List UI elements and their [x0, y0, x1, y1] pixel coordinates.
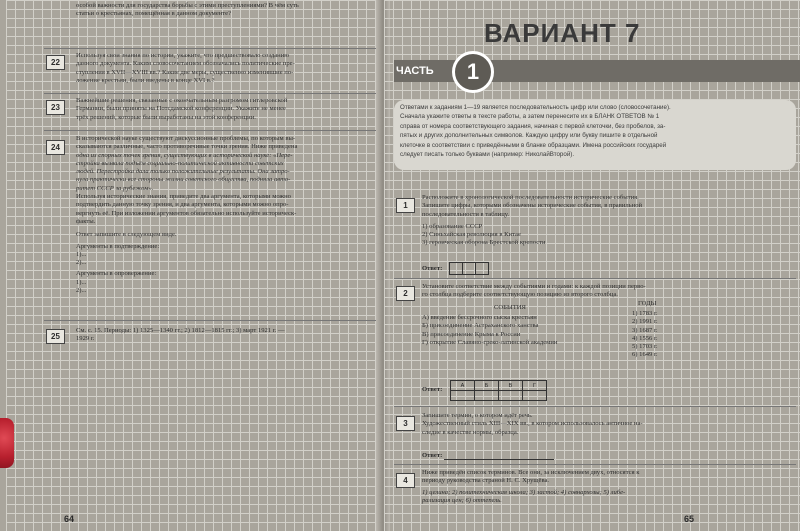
- text-line: вергнуть её. При изложении аргументов обязательно используйте историческ-: [76, 209, 297, 217]
- text-line: Используя свои знания по истории, укажите, что предшествовало созданию: [76, 52, 290, 59]
- text-line: статьи о крестьянах, помещённая в данном документе?: [76, 10, 232, 18]
- text-line: См. с. 15. Периоды: 1) 1325—1340 гг.; 2) 1812—1815 гг.; 3) март 1921 г. —: [76, 327, 285, 334]
- text-line: 2)...: [76, 259, 87, 267]
- text-line: Сначала укажите ответы в тексте работы, а затем перенесите их в БЛАНК ОТВЕТОВ № 1: [400, 113, 660, 121]
- page-number-right: 65: [684, 514, 695, 524]
- list-item: 1) образование СССР: [422, 222, 483, 230]
- thumb: [0, 418, 14, 468]
- text-line: 1) целина; 2) политехническая школа; 3) застой; 4) совнархозы; 5) либе-: [422, 488, 626, 496]
- years-list: [632, 310, 702, 360]
- answer-label: Ответ:: [422, 265, 443, 273]
- text-line: Используя исторические знания, приведите два аргумента, которыми можно: [76, 193, 291, 201]
- question-number-22: 22: [46, 55, 65, 70]
- text-line: го столбца подберите соответствующую позицию из второго столбца.: [422, 291, 618, 299]
- list-item: Б) присоединение Астраханского ханства: [422, 322, 539, 330]
- text-line: Важнейшие решения, связанные с окончательным разгромом гитлеровской: [76, 97, 288, 104]
- question-22-text: [76, 52, 376, 85]
- list-item: 5) 1703 г.: [632, 343, 658, 351]
- part-number-circle: 1: [452, 51, 494, 93]
- page-number-left: 64: [64, 514, 75, 524]
- text-line: клеточке в соответствии с приведёнными в бланке образцами. Имена российских государей: [400, 141, 667, 149]
- events-header: СОБЫТИЯ: [494, 304, 526, 311]
- answer-cell[interactable]: [475, 391, 499, 401]
- question-3-text: [422, 412, 796, 437]
- text-line: Ответами к заданиям 1—19 является последовательность цифр или слово (словосочетание).: [400, 104, 671, 111]
- question-23-text: [76, 97, 376, 122]
- question-number-25: 25: [46, 329, 65, 344]
- divider: [44, 48, 376, 49]
- list-item: Г) открытие Славяно-греко-латинской академии: [422, 338, 558, 346]
- text-line: следие в качестве нормы, образца.: [422, 428, 519, 436]
- question-25-text: [76, 327, 376, 344]
- text-line: одна из спорных точек зрения, существующих в исторической науке: «Пере-: [76, 151, 293, 159]
- table-header: Г: [523, 381, 547, 391]
- question-4-text: [422, 469, 796, 505]
- text-line: ступления в XVII—XVIII вв.? Какие две меры, существенно изменившие по-: [76, 68, 294, 76]
- text-line: Германии, были приняты на Потсдамской конференции. Укажите не менее: [76, 105, 286, 113]
- divider: [44, 320, 376, 321]
- text-line: трёх решений, которые были выработаны на этой конференции.: [76, 113, 256, 121]
- text-line: Художественный стиль XIII—XIX вв., в котором использовалось античное на-: [422, 420, 643, 428]
- text-line: подтвердить данную точку зрения, и два аргумента, которыми можно опро-: [76, 201, 289, 209]
- text-line: особой важности для государства борьбы с этими преступлениями? В чём суть: [76, 2, 299, 9]
- answer-cell[interactable]: [449, 262, 463, 275]
- text-line: 1929 г.: [76, 335, 95, 343]
- list-item: В) присоединение Крыма к России: [422, 330, 521, 338]
- variant-title: ВАРИАНТ 7: [484, 18, 641, 48]
- answer-cell[interactable]: [451, 391, 475, 401]
- text-line: данного документа. Каким словосочетанием обозначались политические пре-: [76, 60, 295, 68]
- text-line: 1)...: [76, 250, 87, 258]
- question-number-4: 4: [396, 473, 415, 488]
- answer-cell[interactable]: [499, 391, 523, 401]
- text-line: последовательности в таблицу.: [422, 210, 510, 218]
- question-number-2: 2: [396, 286, 415, 301]
- text-line: рализация цен; 6) оттепель.: [422, 496, 502, 504]
- question-number-23: 23: [46, 100, 65, 115]
- text-line: Запишите цифры, которыми обозначены исторические события, в правильной: [422, 202, 643, 210]
- divider: [44, 130, 376, 131]
- right-page: [384, 0, 800, 531]
- question-2-text: [422, 283, 796, 300]
- divider: [394, 406, 796, 407]
- text-line: 2)...: [76, 287, 87, 295]
- answer-cell[interactable]: [523, 391, 547, 401]
- divider: [394, 464, 796, 465]
- text-line: следует писать только буквами (например: НиколайВторой).: [400, 151, 575, 159]
- text-line: Установите соответствие между событиями и годами: к каждой позиции перво-: [422, 283, 646, 290]
- question-1-text: [422, 194, 796, 248]
- table-header: Б: [475, 381, 499, 391]
- list-item: 2) Синьхайская революция в Китае: [422, 231, 521, 239]
- answer-line[interactable]: [444, 459, 554, 460]
- list-item: 4) 1556 г.: [632, 334, 658, 342]
- list-item: 3) героическая оборона Брестской крепости: [422, 239, 546, 247]
- text-line: людей. Перестройка дала только положительные результаты. Она затро-: [76, 168, 290, 176]
- text-line: 1)...: [76, 278, 87, 286]
- question-24-text: [76, 135, 378, 295]
- left-page: [6, 0, 382, 531]
- divider: [44, 93, 376, 94]
- table-header: В: [499, 381, 523, 391]
- list-item: А) введение бессрочного сыска крестьян: [422, 314, 537, 321]
- answer-cell[interactable]: [475, 262, 489, 275]
- list-item: 2) 1991 г.: [632, 318, 658, 326]
- text-line: пятых и других дополнительных символов. Каждую цифру или букву пишите в отдельной: [400, 132, 658, 140]
- table-row: [451, 381, 547, 391]
- text-line: ритет СССР за рубежом».: [76, 184, 154, 192]
- answer-table-2: [450, 380, 547, 401]
- question-number-3: 3: [396, 416, 415, 431]
- question-number-1: 1: [396, 198, 415, 213]
- answer-label-2: Ответ:: [422, 386, 443, 393]
- text-line: справа от номера соответствующего задания, начиная с первой клеточки, без пробелов, за-: [400, 122, 666, 130]
- text-line: сказываются различные, часто противоречивые точки зрения. Ниже приведена: [76, 143, 298, 151]
- text-line: В исторической науке существуют дискуссионные проблемы, по которым вы-: [76, 135, 296, 142]
- text-line: стройка вызвала подъём социально-политической активности советских: [76, 159, 284, 167]
- text-line: Аргументы в подтверждение:: [76, 242, 160, 250]
- events-list: [422, 314, 642, 347]
- divider: [394, 278, 796, 279]
- instructions-box: [394, 100, 796, 170]
- text-line: Ответ запишите в следующем виде.: [76, 231, 177, 239]
- text-line: нула практически все стороны жизни советского общества, подняла авто-: [76, 176, 291, 184]
- table-header: А: [451, 381, 475, 391]
- table-row: [451, 391, 547, 401]
- answer-label: Ответ:: [422, 452, 443, 459]
- text-line: Запишите термин, о котором идёт речь.: [422, 412, 533, 419]
- text-line: Аргументы в опровержение:: [76, 270, 157, 278]
- text-line: периоду руководства страной Н. С. Хрущёва.: [422, 477, 550, 485]
- text-line: Ниже приведён список терминов. Все они, за исключением двух, относятся к: [422, 469, 640, 476]
- part-label: ЧАСТЬ: [396, 65, 434, 77]
- text-line: ложение крестьян, были введены в конце XVI в.?: [76, 76, 215, 84]
- list-item: 3) 1687 г.: [632, 326, 658, 334]
- intro-text: [76, 2, 376, 19]
- text-line: Расположите в хронологической последовательности исторические события.: [422, 194, 639, 201]
- answer-row-3: [422, 452, 554, 460]
- text-line: факты.: [76, 217, 96, 225]
- list-item: 1) 1783 г.: [632, 310, 658, 317]
- answer-row-1: [422, 262, 489, 275]
- years-header: ГОДЫ: [638, 300, 657, 307]
- list-item: 6) 1649 г.: [632, 351, 658, 359]
- question-number-24: 24: [46, 140, 65, 155]
- answer-cell[interactable]: [462, 262, 476, 275]
